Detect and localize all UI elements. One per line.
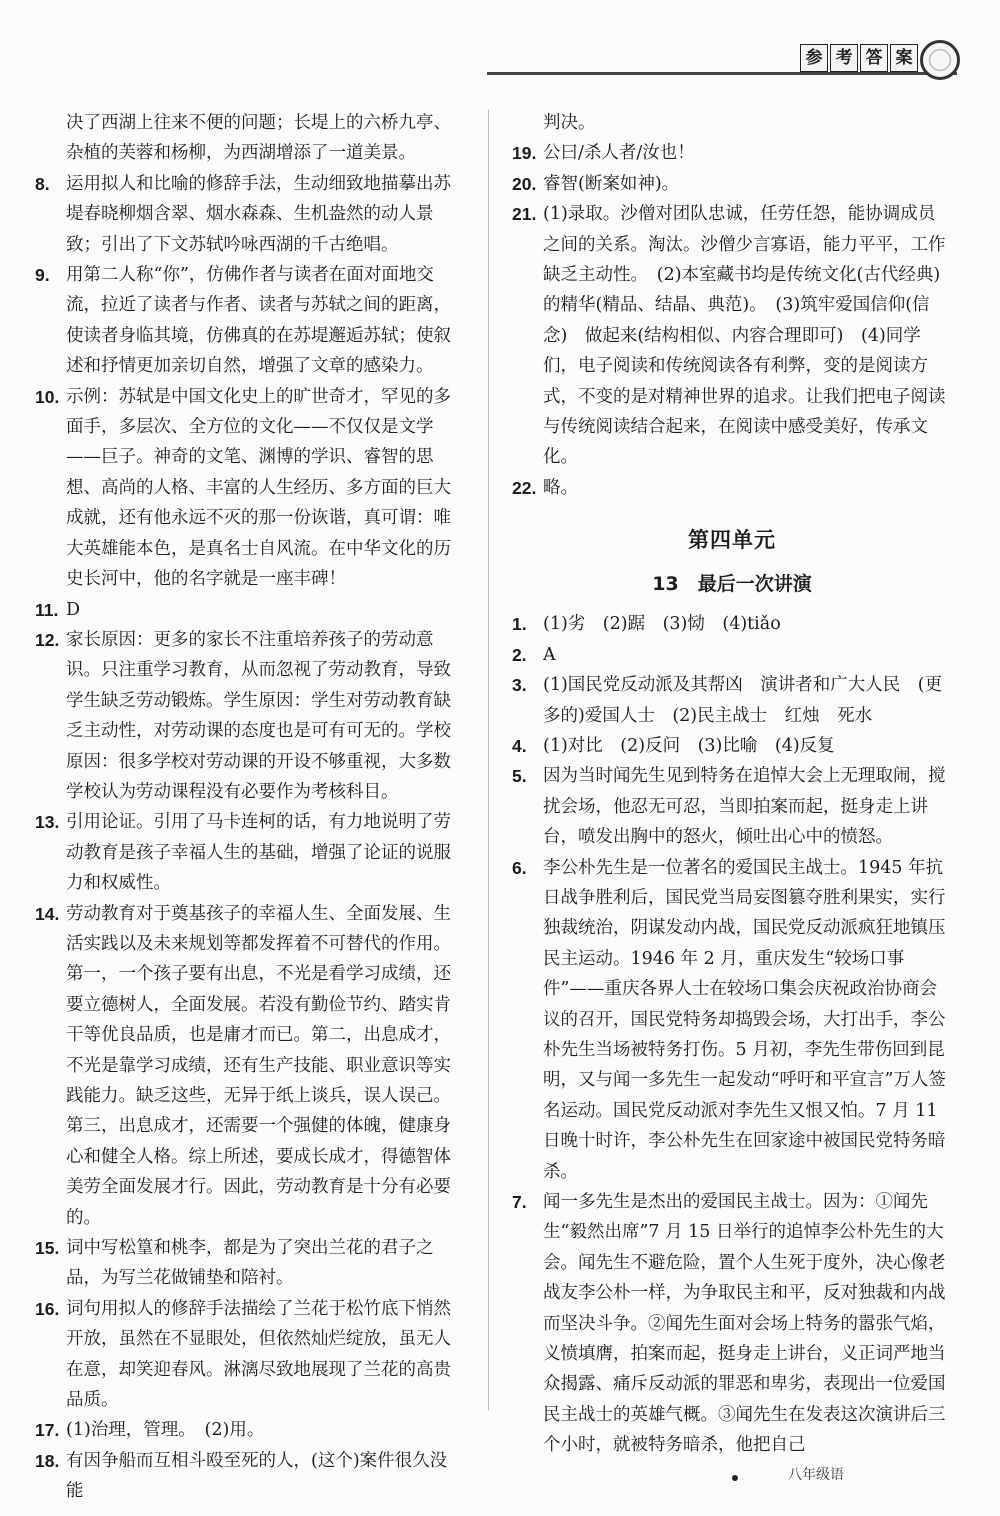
- item-text: 劳动教育对于奠基孩子的幸福人生、全面发展、生活实践以及未来规划等都发挥着不可替代的作用。第一，一个孩子要有出息，不光是看学习成绩，还要立德树人，全面发展。若没有勤俭节约、踏实肯干等优良品质，也是庸才而已。第二，出息成才，不光是靠学习成绩，还有生产技能、职业意识等实践能力。缺乏这些，无异于纸上谈兵，误人误己。第三，出息成才，还需要一个强健的体魄，健康身心和健全人格。综上所述，要成长成才，得德智体美劳全面发展才行。因此，劳动教育是十分有必要的。: [66, 903, 451, 1228]
- item-number: 14.: [35, 903, 60, 924]
- item-number: 8.: [35, 173, 50, 194]
- answer-item: [512, 169, 952, 199]
- item-text: 略。: [543, 477, 578, 498]
- answer-item: [512, 731, 952, 761]
- answer-item: [512, 640, 952, 670]
- item-text: (1)录取。沙僧对团队忠诚，任劳任怨，能协调成员之间的关系。淘汰。沙僧少言寡语，能力平平，工作缺乏主动性。 (2)本室藏书均是传统文化(古代经典)的精华(精品、结晶、典范)。 (3)筑牢爱国信仰(信念) 做起来(结构相似、内容合理即可) (4)同学们，电子阅读和传统阅读各有利弊，变的是阅读方式，不变的是对精神世界的追求。让我们把电子阅读与传统阅读结合起来，在阅读中感受美好，传承文化。: [543, 204, 946, 468]
- item-number: 7.: [512, 1192, 527, 1212]
- unit-title: 第四单元: [688, 528, 776, 553]
- answer-list: [512, 609, 952, 1460]
- item-number: 12.: [35, 629, 60, 650]
- answer-item: [35, 1415, 463, 1445]
- item-text: (1)对比 (2)反问 (3)比喻 (4)反复: [543, 735, 835, 756]
- answer-item: [35, 807, 463, 898]
- item-number: 20.: [512, 173, 537, 194]
- item-text: 词句用拟人的修辞手法描绘了兰花于松竹底下悄然开放，虽然在不显眼处，但依然灿烂绽放，虽无人在意，却笑迎春风。淋漓尽致地展现了兰花的高贵品质。: [66, 1298, 451, 1411]
- answer-item: [35, 595, 463, 625]
- footer-text: 八年级语: [788, 1467, 844, 1483]
- item-number: 4.: [512, 735, 527, 756]
- item-text: 示例：苏轼是中国文化史上的旷世奇才，罕见的多面手，多层次、全方位的文化——不仅仅是文学——巨子。神奇的文笔、渊博的学识、睿智的思想、高尚的人格、丰富的人生经历、多方面的巨大成就，还有他永远不灭的那一份诙谐，真可谓：唯大英雄能本色，是真名士自风流。在中华文化的历史长河中，他的名字就是一座丰碑！: [66, 386, 451, 590]
- continuation-text: 判决。: [543, 113, 596, 133]
- left-column: [35, 108, 463, 1507]
- item-number: 17.: [35, 1420, 60, 1441]
- answer-item: [512, 609, 952, 639]
- item-text: A: [543, 644, 556, 665]
- item-text: 因为当时闻先生见到特务在追悼大会上无理取闹，搅扰会场，他忍无可忍，当即拍案而起，挺身走上讲台，喷发出胸中的怒火，倾吐出心中的愤怒。: [543, 766, 946, 848]
- right-column: [512, 108, 952, 1461]
- item-number: 13.: [35, 812, 60, 833]
- answer-item: [512, 761, 952, 852]
- item-text: (1)劣 (2)踞 (3)恸 (4)tiǎo: [543, 614, 781, 635]
- answer-item: [35, 899, 463, 1233]
- answer-item: [512, 199, 952, 473]
- item-number: 2.: [512, 644, 527, 665]
- item-text: D: [66, 599, 81, 620]
- badge-char: 参: [800, 44, 828, 72]
- item-number: 18.: [35, 1450, 60, 1471]
- column-divider: [488, 110, 489, 1410]
- item-number: 16.: [35, 1298, 60, 1319]
- item-number: 9.: [35, 265, 50, 286]
- item-number: 19.: [512, 143, 537, 164]
- item-number: 15.: [35, 1238, 60, 1259]
- item-number: 21.: [512, 204, 537, 225]
- item-number: 11.: [35, 599, 59, 620]
- item-text: 李公朴先生是一位著名的爱国民主战士。1945 年抗日战争胜利后，国民党当局妄图篡夺胜利果实，实行独裁统治，阴谋发动内战，国民党反动派疯狂地镇压民主运动。1946 年 2 月，重庆发生“较场口事件”——重庆各界人士在较场口集会庆祝政治协商会议的召开，国民党特务却捣毁会场，大打出手，李公朴先生当场被特务打伤。5 月初，李先生带伤回到昆明，又与闻一多先生一起发动“呼吁和平宣言”万人签名运动。国民党反动派对李先生又恨又怕。7 月 11 日晚十时许，李公朴先生在回家途中被国民党特务暗杀。: [543, 857, 946, 1182]
- answer-item: [512, 138, 952, 168]
- item-text: 闻一多先生是杰出的爱国民主战士。因为：①闻先生“毅然出席”7 月 15 日举行的追悼李公朴先生的大会。闻先生不避危险，置个人生死于度外，决心像老战友李公朴一样，为争取民主和平，反对独裁和内战而坚决斗争。②闻先生面对会场上特务的嚣张气焰，义愤填膺，拍案而起，挺身走上讲台，义正词严地当众揭露、痛斥反动派的罪恶和卑劣，表现出一位爱国民主战士的英雄气概。③闻先生在发表这次演讲后三个小时，就被特务暗杀，他把自己: [543, 1192, 946, 1456]
- item-number: 5.: [512, 766, 527, 787]
- answer-item: [512, 853, 952, 1187]
- item-text: (1)国民党反动派及其帮凶 演讲者和广大人民 (更多的)爱国人士 (2)民主战士 红烛 死水: [543, 675, 943, 726]
- footer-dot: [732, 1475, 738, 1481]
- item-text: 家长原因：更多的家长不注重培养孩子的劳动意识。只注重学习教育，从而忽视了劳动教育，导致学生缺乏劳动锻炼。学生原因：学生对劳动教育缺乏主动性，对劳动课的态度也是可有可无的。学校原因：很多学校对劳动课的开设不够重视，大多数学校认为劳动课程没有必要作为考核科目。: [66, 629, 451, 802]
- answer-list: [35, 169, 463, 1507]
- answer-item: [35, 625, 463, 807]
- badge-char: 答: [860, 44, 888, 72]
- item-number: 10.: [35, 386, 60, 407]
- answer-item: [35, 1233, 463, 1294]
- badge-char: 考: [830, 44, 858, 72]
- item-number: 6.: [512, 857, 527, 878]
- item-text: 公曰/杀人者/汝也！: [543, 143, 695, 164]
- item-text: 用第二人称“你”，仿佛作者与读者在面对面地交流，拉近了读者与作者、读者与苏轼之间的距离，使读者身临其境，仿佛真的在苏堤邂逅苏轼；使叙述和抒情更加亲切自然，增强了文章的感染力。: [66, 265, 451, 377]
- item-number: 22.: [512, 477, 537, 498]
- item-text: 词中写松篁和桃李，都是为了突出兰花的君子之品，为写兰花做铺垫和陪衬。: [66, 1238, 434, 1289]
- item-text: 引用论证。引用了马卡连柯的话，有力地说明了劳动教育是孩子幸福人生的基础，增强了论证的说服力和权威性。: [66, 812, 451, 894]
- answer-item: [512, 670, 952, 731]
- item-number: 3.: [512, 675, 527, 696]
- answer-item: [35, 260, 463, 382]
- lesson-title: 13 最后一次讲演: [652, 573, 812, 596]
- answer-item: [35, 1294, 463, 1416]
- item-text: 睿智(断案如神)。: [543, 173, 680, 194]
- answer-list: [512, 138, 952, 503]
- item-text: (1)治理，管理。 (2)用。: [66, 1420, 265, 1441]
- item-text: 运用拟人和比喻的修辞手法，生动细致地描摹出苏堤春晓柳烟含翠、烟水森森、生机盎然的动人景致；引出了下文苏轼吟咏西湖的千古绝唱。: [66, 173, 451, 255]
- answer-item: [35, 382, 463, 595]
- item-number: 1.: [512, 614, 527, 635]
- continuation-text: 决了西湖上往来不便的问题；长堤上的六桥九亭、杂植的芙蓉和杨柳，为西湖增添了一道美景。: [66, 113, 451, 164]
- answer-item: [512, 1187, 952, 1461]
- answer-item: [35, 169, 463, 260]
- answer-item: [35, 1446, 463, 1507]
- answer-item: [512, 473, 952, 503]
- emblem-icon: [920, 40, 960, 80]
- header-badge: [800, 44, 918, 74]
- item-text: 有因争船而互相斗殴至死的人，(这个)案件很久没能: [66, 1450, 448, 1502]
- badge-char: 案: [890, 44, 918, 72]
